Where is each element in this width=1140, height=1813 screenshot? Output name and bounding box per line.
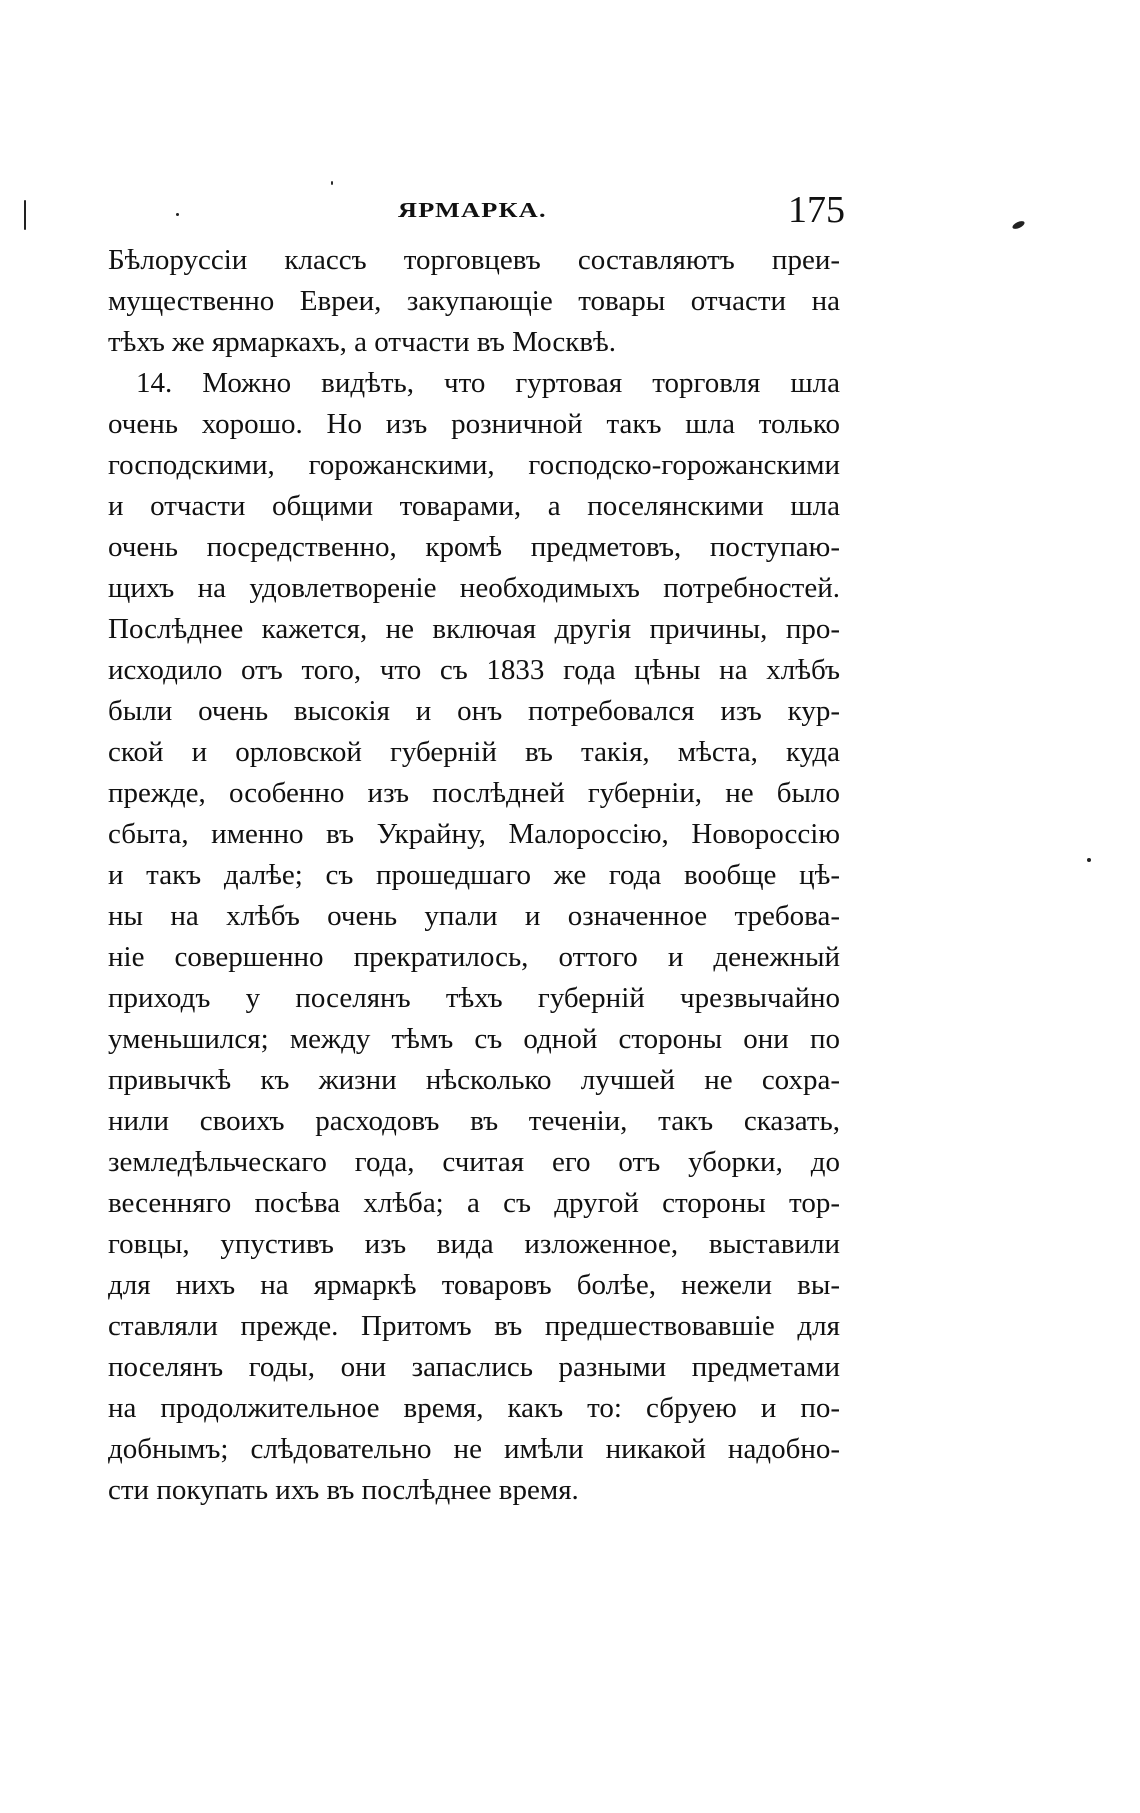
text-line: были очень высокія и онъ потребовался изъ кур- xyxy=(108,695,840,727)
text-line: и такъ далѣе; съ прошедшаго же года вообще цѣ- xyxy=(108,859,840,891)
text-line: Послѣднее кажется, не включая другія причины, про- xyxy=(108,613,840,645)
text-line: исходило отъ того, что съ 1833 года цѣны на хлѣбъ xyxy=(108,654,840,686)
text-line: нили своихъ расходовъ въ теченіи, такъ сказать, xyxy=(108,1105,840,1137)
text-line: земледѣльческаго года, считая его отъ уборки, до xyxy=(108,1146,840,1178)
text-line: привычкѣ къ жизни нѣсколько лучшей не сохра- xyxy=(108,1064,840,1096)
scan-speck xyxy=(1087,858,1091,862)
text-line: сбыта, именно въ Украйну, Малороссію, Новороссію xyxy=(108,818,840,850)
text-line: ской и орловской губерній въ такія, мѣста, куда xyxy=(108,736,840,768)
text-line: тѣхъ же ярмаркахъ, а отчасти въ Москвѣ. xyxy=(108,326,617,358)
text-line: говцы, упустивъ изъ вида изложенное, выставили xyxy=(108,1228,840,1260)
text-line: сти покупать ихъ въ послѣднее время. xyxy=(108,1474,579,1506)
text-line: щихъ на удовлетвореніе необходимыхъ потребностей. xyxy=(108,572,840,604)
paragraph-start-line: 14. Можно видѣть, что гуртовая торговля шла xyxy=(136,367,840,399)
text-line: весенняго посѣва хлѣба; а съ другой стороны тор- xyxy=(108,1187,840,1219)
text-line: и отчасти общими товарами, а поселянскими шла xyxy=(108,490,840,522)
page-number: 175 xyxy=(788,189,845,231)
text-line: добнымъ; слѣдовательно не имѣли никакой надобно- xyxy=(108,1433,840,1465)
text-line: приходъ у поселянъ тѣхъ губерній чрезвычайно xyxy=(108,982,840,1014)
scan-speck xyxy=(1011,220,1025,231)
text-line: прежде, особенно изъ послѣдней губерніи, не было xyxy=(108,777,840,809)
body-text xyxy=(108,240,840,1511)
running-header-title: ЯРМАРКА. xyxy=(398,198,547,222)
scan-speck xyxy=(24,200,26,230)
text-line: очень хорошо. Но изъ розничной такъ шла только xyxy=(108,408,840,440)
text-line: Бѣлоруссіи классъ торговцевъ составляютъ преи- xyxy=(108,244,840,276)
scan-speck xyxy=(176,213,179,216)
text-line: очень посредственно, кромѣ предметовъ, поступаю- xyxy=(108,531,840,563)
text-line: ніе совершенно прекратилось, оттого и денежный xyxy=(108,941,840,973)
scan-speck xyxy=(331,181,333,185)
text-line: для нихъ на ярмаркѣ товаровъ болѣе, нежели вы- xyxy=(108,1269,840,1301)
text-line: мущественно Евреи, закупающіе товары отчасти на xyxy=(108,285,840,317)
text-line: на продолжительное время, какъ то: сбруею и по- xyxy=(108,1392,840,1424)
text-line: поселянъ годы, они запаслись разными предметами xyxy=(108,1351,840,1383)
text-line: ставляли прежде. Притомъ въ предшествовавшіе для xyxy=(108,1310,840,1342)
text-line: ны на хлѣбъ очень упали и означенное требова- xyxy=(108,900,840,932)
text-line: уменьшился; между тѣмъ съ одной стороны они по xyxy=(108,1023,840,1055)
text-line: господскими, горожанскими, господско-горожанскими xyxy=(108,449,840,481)
